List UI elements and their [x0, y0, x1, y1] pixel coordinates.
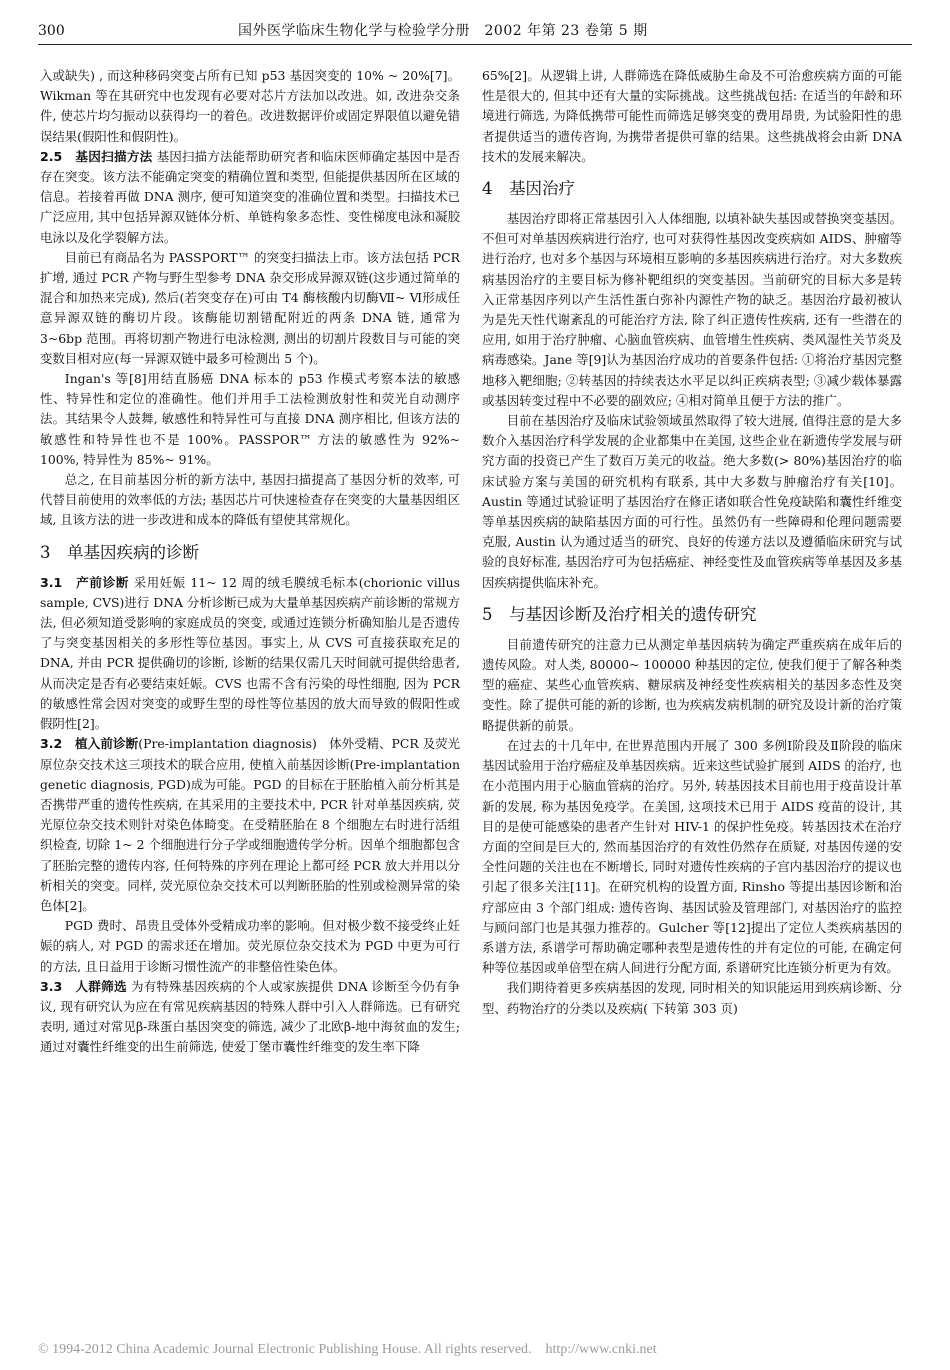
subsection-heading: 3.3 人群筛选 [40, 978, 127, 994]
subsection-heading: 3.1 产前诊断 [40, 574, 130, 590]
subsection-3-1 [40, 573, 460, 735]
paragraph: 目前已有商品名为 PASSPORT™ 的突变扫描法上市。该方法包括 PCR 扩增, 通过 PCR 产物与野生型参考 DNA 杂交形成异源双链(这步通过简单的混合和加热来完成), 然后(若突变存在)可由 T4 酶核酸内切酶Ⅶ~ Ⅵ形成任意异源双链的酶切片段。该酶能切割错配附近的两条 DNA 链, 通常为 3~6bp 范围。再将切割产物进行电泳检测, 测出的切割片段数目与可能的突变数目相对应(每一异源双链中最多可检测出 5 个)。 [40, 249, 460, 366]
section-heading-5: 5 与基因诊断及治疗相关的遗传研究 [482, 604, 757, 624]
paragraph: 我们期待着更多疾病基因的发现, 同时相关的知识能运用到疾病诊断、分型、药物治疗的分类以及疾病( 下转第 303 页) [482, 980, 902, 1016]
paragraph: 总之, 在目前基因分析的新方法中, 基因扫描提高了基因分析的效率, 可代替目前使用的效率低的方法; 基因芯片可快速检查存在突变的大量基因组区域, 且该方法的进一步改进和成本的降低有望使其常规化。 [40, 472, 460, 528]
subsection-text: 采用妊娠 11~ 12 周的绒毛膜绒毛标本(chorionic villus sample, CVS)进行 DNA 分析诊断已成为大量单基因疾病产前诊断的常规方法, 但必须知道受影响的家庭成员的突变, 或通过连锁分析确知胎儿是否遗传了与突变基因相关的多形性等位基因。事实上, 从 CVS 可直接获取充足的 DNA, 并由 PCR 提供确切的诊断, 诊断的结果仅需几天时间就可提供给患者, 从而决定是否有必要结束妊娠。CVS 也需不含有污染的母性细胞, 因为 PCR 的敏感性常会因对突变的或野生型的母性等位基因的放大而导致的假阳性或假阴性[2]。 [40, 574, 460, 732]
paragraph: 在过去的十几年中, 在世界范围内开展了 300 多例Ⅰ阶段及Ⅱ阶段的临床基因试验用于治疗癌症及单基因疾病。近来这些试验扩展到 AIDS 的治疗, 也在小范围内用于心脑血管病的治疗。另外, 转基因技术目前也用于疫苗设计革新的发展, 称为基因免疫学。在美国, 这项技术已用于 AIDS 疫苗的设计, 其目的是使可能感染的患者产生针对 HIV-1 的保护性免疫。转基因技术在治疗方面的空间是巨大的, 然而基因治疗的有效性仍然存在质疑, 对基因传递的安全性问题的关注也在不断增长, 同时对遗传性疾病的子宫内基因治疗的提议也引起了很多关注[11]。在研究机构的设置方面, Rinsho 等提出基因诊断和治疗部应由 3 个部门组成: 遗传咨询、基因试验及管理部门, 对基因治疗的监控与顾问部门也是其强力推荐的。Gulcher 等[12]提出了定位人类疾病基因的系谱方法, 系谱学可帮助确定哪种表型是遗传性的并有定位的可能, 在确定何种等位基因或单倍型在病人间进行分配方面, 系谱研究比连锁分析更为有效。 [482, 737, 902, 976]
subsection-heading: 3.2 植入前诊断 [40, 736, 139, 752]
subsection-3-2 [40, 734, 460, 916]
paragraph: 基因治疗即将正常基因引入人体细胞, 以填补缺失基因或替换突变基因。不但可对单基因疾病进行治疗, 也可对获得性基因改变疾病如 AIDS、肿瘤等进行治疗, 也对多个基因与环境相互影响的多基因疾病进行治疗。对大多数疾病基因治疗的主要目标为修补靶组织的突变基因。当前研究的目标大多是转入正常基因序列以产生活性蛋白弥补内源性产物的缺乏。基因治疗最初被认为是先天性代谢紊乱的可能治疗方法, 除了纠正遗传性疾病, 还有一些潜在的应用, 如用于治疗肿瘤、心脑血管疾病、血管增生性疾病、类风湿性关节炎及病毒感染。Jane 等[9]认为基因治疗成功的首要条件包括: ①将治疗基因完整地移入靶细胞; ②转基因的持续表达水平足以纠正疾病表型; ③减少载体暴露或基因转变过程中不必要的副效应; ④相对简单且便于方法的推广。 [482, 211, 902, 408]
page-header [38, 18, 912, 45]
section-heading-3: 3 单基因疾病的诊断 [40, 542, 199, 562]
paragraph: 入或缺失) , 而这种移码突变占所有已知 p53 基因突变的 10% ~ 20%[7]。Wikman 等在其研究中也发现有必要对芯片方法加以改进。如, 改进杂交条件, 使芯片均匀振动以获得均一的着色。改进数据评价或固定界限值以避免错误结果(假阳性和假阴性)。 [40, 68, 460, 144]
page-number: 300 [38, 23, 65, 39]
journal-title: 国外医学临床生物化学与检验学分册 2002 年第 23 卷第 5 期 [238, 23, 648, 39]
copyright-footer: © 1994-2012 China Academic Journal Electronic Publishing House. All rights reserved. http://www.cnki.net [38, 1342, 657, 1357]
subsection-2-5 [40, 147, 460, 248]
paragraph: 目前在基因治疗及临床试验领域虽然取得了较大进展, 值得注意的是大多数介入基因治疗科学发展的企业都集中在美国, 这些企业在新遗传学发展与研究方面的投资已产生了数百万美元的收益。绝大多数(> 80%)基因治疗的临床试验方案与美国的研究机构有联系, 其中大多数与肿瘤治疗有关[10]。Austin 等通过试验证明了基因治疗在修正诸如联合性免疫缺陷和囊性纤维变等单基因疾病的缺陷基因方面的可行性。虽然仍有一些障碍和伦理问题需要克服, Austin 认为通过适当的研究、良好的传递方法以及遵循临床研究与试验的良好标准, 基因治疗可为包括癌症、神经变性及血管疾病等单基因及多基因疾病提供临床补充。 [482, 413, 902, 590]
paragraph: Ingan's 等[8]用结直肠癌 DNA 标本的 p53 作模式考察本法的敏感性、特异性和定位的准确性。他们并用手工法检测放射性和荧光自动测序法。其结果令人鼓舞, 敏感性和特异性可与直接 DNA 测序相比, 但该方法的敏感性和特异性也不是 100%。PASSPOR™ 方法的敏感性为 92%~ 100%, 特异性为 85%~ 91%。 [40, 371, 460, 467]
subsection-3-3 [40, 977, 460, 1058]
subsection-text: 基因扫描方法能帮助研究者和临床医师确定基因中是否存在突变。该方法不能确定突变的精确位置和类型, 但能提供基因所在区域的信息。若接着再做 DNA 测序, 便可知道突变的准确位置和类型。扫描技术已广泛应用, 其中包括异源双链体分析、单链构象多态性、变性梯度电泳和凝胶电泳以及化学裂解方法。 [40, 148, 461, 245]
subsection-text: 为有特殊基因疾病的个人或家族提供 DNA 诊断至今仍有争议, 现有研究认为应在有常见疾病基因的特殊人群中引入人群筛选。已有研究表明, 通过对常见β-珠蛋白基因突变的筛选, 减少了北欧β-地中海贫血的发生; 通过对囊性纤维变的出生前筛选, 使爱丁堡市囊性纤维变的发生率下降 [40, 978, 460, 1055]
paragraph: 65%[2]。从逻辑上讲, 人群筛选在降低威胁生命及不可治愈疾病方面的可能性是很大的, 但其中还有大量的实际挑战。这些挑战包括: 在适当的年龄和环境进行筛选, 为降低携带可能性而筛选足够突变的费用昂贵, 为试验阳性的患者提供适当的遗传咨询, 为携带者提供可靠的结果。这些挑战将会由新 DNA 技术的发展来解决。 [482, 68, 902, 164]
subsection-text: (Pre-implantation diagnosis) 体外受精、PCR 及荧光原位杂交技术这三项技术的联合应用, 使植入前基因诊断(Pre-implantation genetic diagnosis, PGD)成为可能。PGD 的目标在于胚胎植入前分析其是否携带严重的遗传性疾病, 在其采用的主要技术中, PCR 针对单基因疾病, 荧光原位杂交技术则针对染色体畸变。在受精胚胎在 8 个细胞左右时进行活组织检查, 切除 1~ 2 个细胞进行分子学或细胞遗传学分析。因单个细胞都包含了胚胎完整的遗传内容, 任何特殊的序列在理论上都可经 PCR 放大并用以分析相关的突变。同样, 荧光原位杂交技术可以判断胚胎的性别或检测异常的染色体[2]。 [40, 736, 460, 913]
paragraph: PGD 费时、昂贵且受体外受精成功率的影响。但对极少数不接受终止妊娠的病人, 对 PGD 的需求还在增加。荧光原位杂交技术为 PGD 中更为可行的方法, 且日益用于诊断习惯性流产的非整倍性染色体。 [40, 918, 460, 974]
paragraph: 目前遗传研究的注意力已从测定单基因病转为确定严重疾病在成年后的遗传风险。对人类, 80000~ 100000 种基因的定位, 使我们便于了解各种类型的癌症、某些心血管疾病、糖尿病及神经变性疾病相关的基因多态性及突变性。除了提供可能的新的诊断, 也为疾病发病机制的研究及设计新的治疗策略提供新的前景。 [482, 636, 902, 733]
subsection-heading: 2.5 基因扫描方法 [40, 148, 153, 164]
left-column [40, 66, 460, 1058]
right-column [482, 66, 902, 1019]
section-heading-4: 4 基因治疗 [482, 179, 575, 199]
